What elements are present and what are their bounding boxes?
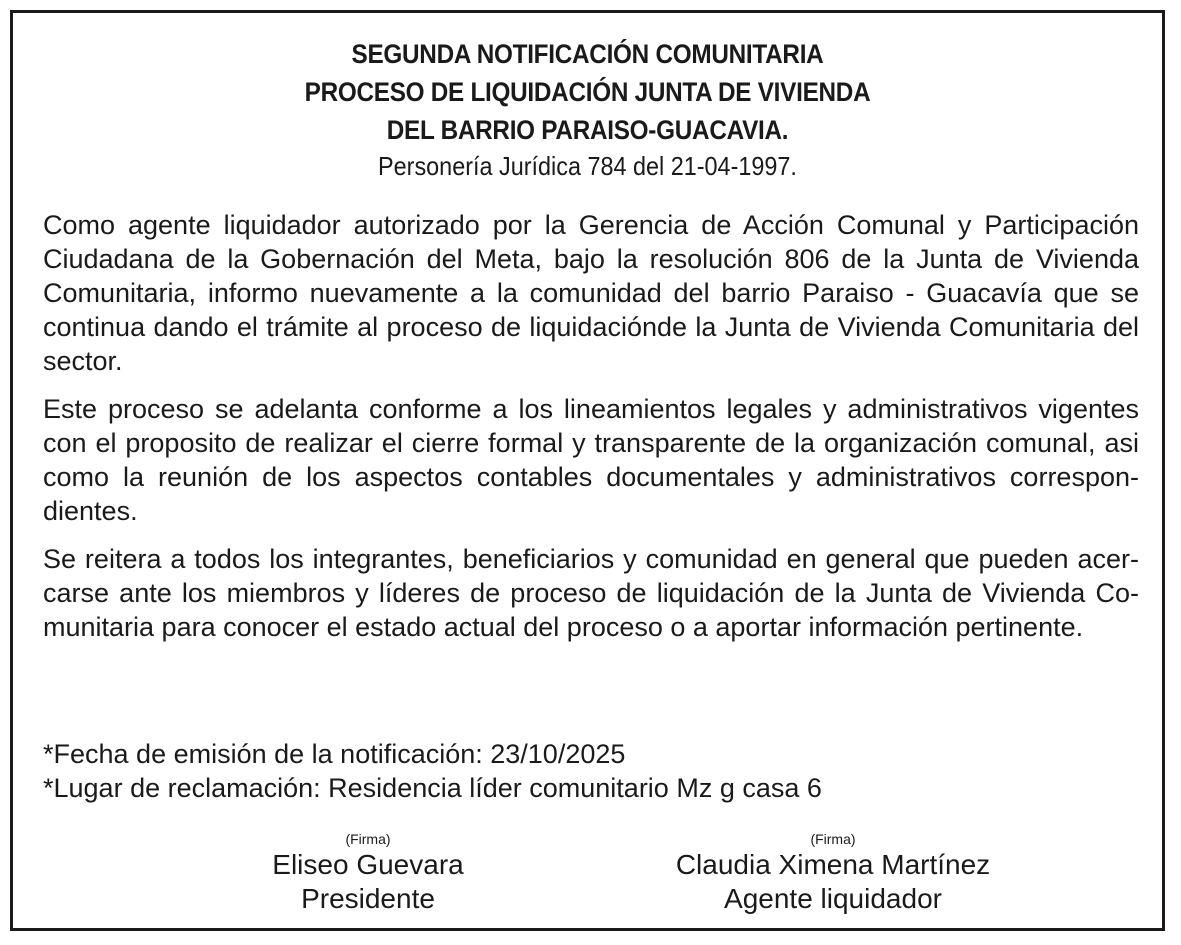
notice-frame <box>10 10 1165 931</box>
paragraph-process-description: Este proceso se adelanta conforme a los lineamientos legales y administrativos vigentes con el proposito de realizar el cierre formal y transparente de la organización comunal, asi como la reunión de los aspectos contables documentales y administrativos correspon-dientes. <box>43 394 1139 526</box>
signatory-name: Claudia Ximena Martínez <box>675 849 991 880</box>
issue-date-note: *Fecha de emisión de la notificación: 23/10/2025 <box>43 739 626 769</box>
paragraph-community-invitation: Se reitera a todos los integrantes, beneficiarios y comunidad en general que pueden acer-carse ante los miembros y líderes de proceso de liquidación de la Junta de Vivienda Co-munitaria para conocer el estado actual del proceso o a aportar información pertinente. <box>43 544 1139 642</box>
signatory-role: Agente liquidador <box>724 883 942 914</box>
notice-title-line-3: DEL BARRIO PARAISO-GUACAVIA. <box>386 115 789 145</box>
notice-title-line-2: PROCESO DE LIQUIDACIÓN JUNTA DE VIVIENDA <box>304 77 871 107</box>
signature-label: (Firma) <box>345 831 391 847</box>
signature-block-liquidator <box>633 830 1033 916</box>
signatory-name: Eliseo Guevara <box>272 849 464 880</box>
legal-status-subtitle: Personería Jurídica 784 del 21-04-1997. <box>378 151 797 181</box>
notice-header <box>13 35 1162 183</box>
notice-title-line-1: SEGUNDA NOTIFICACIÓN COMUNITARIA <box>351 39 824 69</box>
signatory-role: Presidente <box>301 883 435 914</box>
claim-location-note: *Lugar de reclamación: Residencia líder comunitario Mz g casa 6 <box>43 773 822 803</box>
notice-notes <box>43 737 822 805</box>
paragraph-agent-statement: Como agente liquidador autorizado por la Gerencia de Acción Comunal y Participación Ciudadana de la Gobernación del Meta, bajo la resolución 806 de la Junta de Vivienda Comunitaria, informo nuevamente a la comunidad del barrio Paraiso - Guacavía que se continua dando el trámite al proceso de liquidaciónde la Junta de Vivienda Comunitaria del sector. <box>43 210 1139 376</box>
signature-block-president <box>218 830 518 916</box>
signature-label: (Firma) <box>810 831 856 847</box>
notice-body <box>43 208 1139 658</box>
